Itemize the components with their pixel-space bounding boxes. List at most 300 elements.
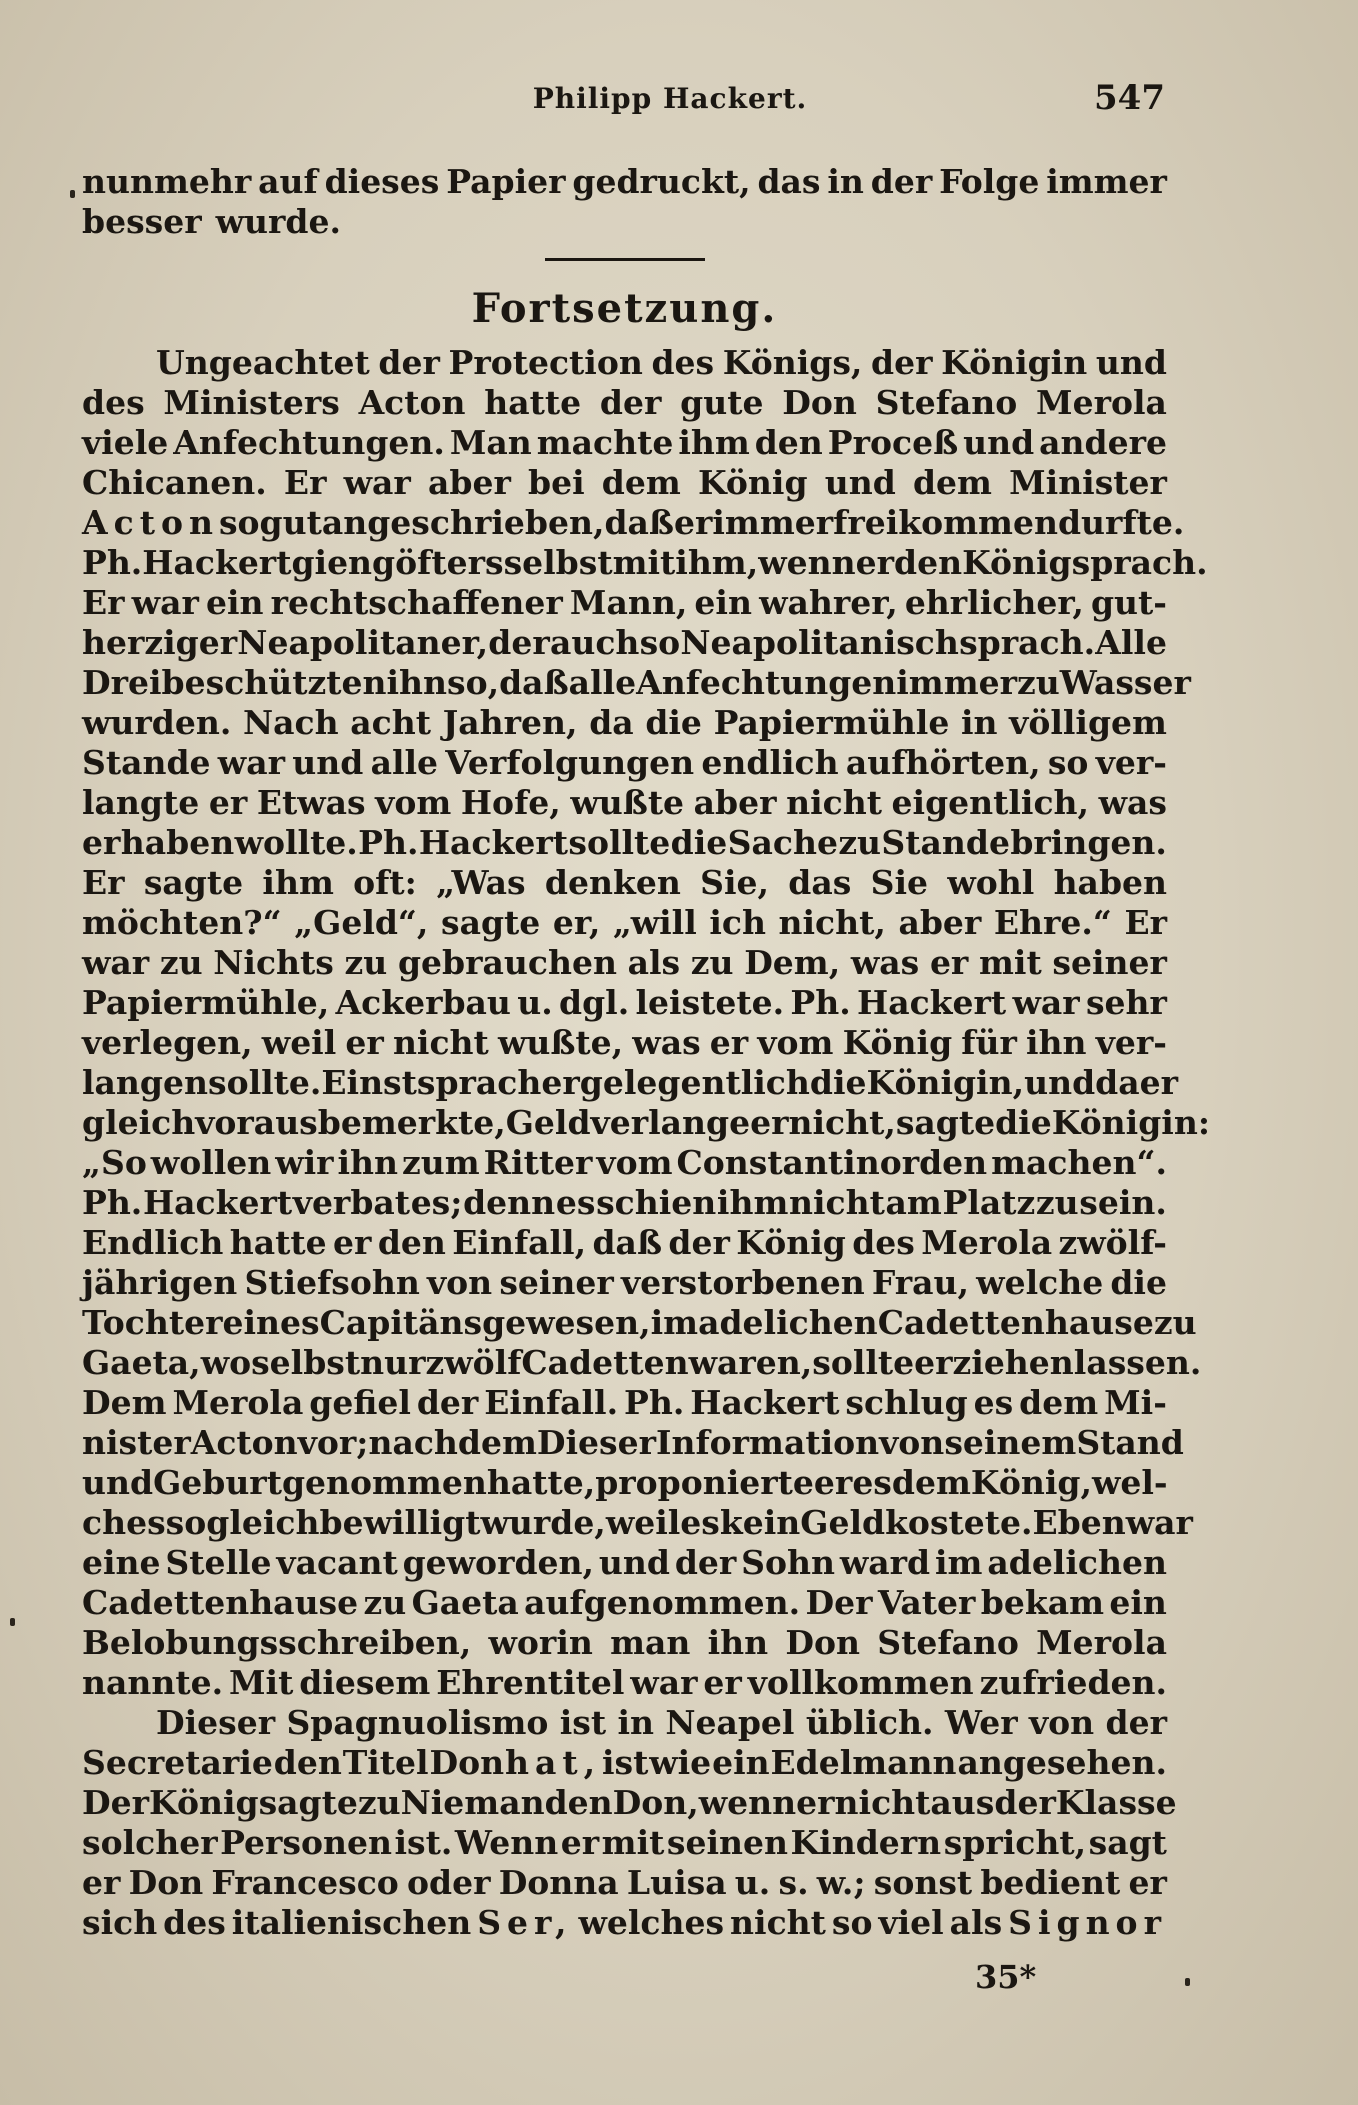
word: besser <box>82 202 202 241</box>
word: u. <box>517 983 553 1022</box>
word: Hackert <box>142 1183 293 1222</box>
word: Donna <box>498 1863 619 1902</box>
word: König <box>842 1023 953 1062</box>
word: „will <box>612 903 697 942</box>
word: immer <box>712 503 834 542</box>
word: er <box>929 943 969 982</box>
text-line <box>82 1583 1167 1623</box>
word: Nach <box>243 703 339 742</box>
word: vom <box>757 1023 834 1062</box>
word: Sie <box>870 863 929 902</box>
word: der <box>378 343 440 382</box>
word: er <box>813 1463 853 1502</box>
word: des <box>163 1903 226 1942</box>
word: zu <box>690 943 734 982</box>
word: hatte <box>484 383 582 422</box>
word: die <box>645 703 702 742</box>
word: der <box>674 1543 737 1582</box>
word: Vater <box>877 1583 976 1622</box>
word: in <box>960 703 998 742</box>
word: war <box>217 743 285 782</box>
word: sein. <box>1079 1183 1167 1222</box>
word: Ehre.“ <box>993 903 1112 942</box>
word: Dieser <box>536 1423 657 1462</box>
word: welche <box>976 1263 1104 1302</box>
word: alle <box>370 743 439 782</box>
word: Chicanen. <box>82 463 267 502</box>
word: verstorbenen <box>620 1263 865 1302</box>
word: vor; <box>297 1423 369 1462</box>
word: er <box>333 1223 372 1262</box>
word: ihm <box>678 423 750 462</box>
word: Ehrentitel <box>436 1663 625 1702</box>
word: ich <box>709 903 766 942</box>
word: die <box>809 1063 867 1102</box>
text-line <box>82 1223 1167 1263</box>
word: Ministers <box>163 383 340 422</box>
word: Alle <box>1095 623 1167 662</box>
word: sehr <box>1085 983 1167 1022</box>
word: war <box>82 943 150 982</box>
word: die <box>995 1103 1052 1142</box>
word: wie <box>649 1743 712 1782</box>
word: zwölf <box>425 1343 522 1382</box>
word: Geburt <box>153 1463 282 1502</box>
word: Man <box>449 423 532 462</box>
word: Don, <box>612 1783 699 1822</box>
word: der <box>994 1783 1056 1822</box>
page-header <box>80 78 1165 122</box>
word: Er <box>1124 903 1167 942</box>
word: sonst <box>873 1863 973 1902</box>
word: da <box>589 703 634 742</box>
word: sprach. <box>1071 543 1208 582</box>
word: von <box>426 1263 493 1302</box>
word: beschützten <box>161 663 387 702</box>
word: den <box>894 543 963 582</box>
word: ein <box>712 1743 770 1782</box>
word: Ritter <box>483 1143 593 1182</box>
word: er <box>82 1863 121 1902</box>
word: Sache <box>727 823 838 862</box>
word: Stande <box>82 743 211 782</box>
word: Stand <box>1076 1423 1184 1462</box>
word: zufrieden. <box>979 1663 1167 1702</box>
word: im <box>650 1303 699 1342</box>
word: von <box>1028 1703 1095 1742</box>
word: er <box>796 1783 835 1822</box>
word: eine <box>82 1543 161 1582</box>
word: Cadettenhause <box>877 1303 1154 1342</box>
text-line <box>82 423 1167 463</box>
word: langen <box>82 1063 208 1102</box>
word: Merola <box>1036 1623 1167 1662</box>
word: da <box>1095 1063 1140 1102</box>
text-line <box>82 1623 1167 1663</box>
word: ist <box>559 1703 607 1742</box>
text-line <box>82 1183 1167 1223</box>
word: Er <box>82 863 125 902</box>
word: bewilligt <box>319 1503 481 1542</box>
word: worin <box>488 1623 593 1662</box>
word: Wasser <box>1059 663 1191 702</box>
word: ches <box>82 1503 166 1542</box>
word: auch <box>549 623 640 662</box>
word: der <box>599 383 662 422</box>
word: vom <box>596 1143 673 1182</box>
section-heading: Fortsetzung. <box>471 285 778 332</box>
word: Information <box>656 1423 880 1462</box>
word: es <box>555 1183 596 1222</box>
word: Frau, <box>871 1263 970 1302</box>
word: ein <box>205 583 264 622</box>
word: Papiermühle, <box>82 983 330 1022</box>
word: Cadetten <box>521 1343 689 1382</box>
word: bei <box>528 463 585 502</box>
section-divider <box>545 258 705 261</box>
word: welches <box>578 1903 725 1942</box>
word: bekam <box>980 1583 1105 1622</box>
word: seinen <box>666 1823 788 1862</box>
word: „Was <box>436 863 526 902</box>
word: vom <box>375 783 452 822</box>
word: ward <box>839 1543 931 1582</box>
word: diesem <box>299 1663 431 1702</box>
word: genommen <box>281 1463 487 1502</box>
text-line <box>82 383 1167 423</box>
word: der <box>488 623 550 662</box>
word: w.; <box>816 1863 866 1902</box>
signature-mark: 35* <box>975 1958 1037 1996</box>
word: ihm, <box>675 543 759 582</box>
word: völligem <box>1009 703 1167 742</box>
word: Jahren, <box>442 703 578 742</box>
word: Königin, <box>866 1063 1025 1102</box>
word: was <box>1098 783 1167 822</box>
word: Anfechtungen <box>636 663 897 702</box>
word: Merola <box>921 1223 1053 1262</box>
word: er <box>673 503 713 542</box>
word: Ackerbau <box>335 983 511 1022</box>
word: Acton <box>82 503 219 542</box>
word: Constantinorden <box>676 1143 988 1182</box>
word: daß <box>499 663 569 702</box>
word: so <box>639 623 681 662</box>
word: ihn <box>1026 1023 1087 1062</box>
word: aber <box>898 903 982 942</box>
word: Klasse <box>1055 1783 1177 1822</box>
word: acht <box>350 703 432 742</box>
word: der <box>1105 1703 1167 1742</box>
word: und <box>1024 1063 1096 1102</box>
word: zwölf- <box>1058 1223 1167 1262</box>
word: man <box>610 1623 691 1662</box>
word: er <box>855 543 894 582</box>
text-line <box>82 1143 1167 1183</box>
text-line <box>82 743 1167 783</box>
word: Francesco <box>211 1863 399 1902</box>
word: immer <box>1046 162 1167 201</box>
word: ver- <box>1095 1023 1167 1062</box>
word: Merola <box>172 1383 304 1422</box>
word: zu <box>357 1783 401 1822</box>
word: Luisa <box>626 1863 727 1902</box>
word: zu <box>1153 1303 1197 1342</box>
word: angeschrieben, <box>321 503 605 542</box>
word: ein <box>694 583 752 622</box>
word: Mit <box>229 1663 294 1702</box>
word: Ph. <box>82 543 143 582</box>
word: wurde. <box>215 202 341 241</box>
word: gelegentlich <box>579 1063 810 1102</box>
word: König <box>697 463 808 502</box>
word: weil <box>261 1023 337 1062</box>
word: woselbst <box>200 1343 361 1382</box>
word: Don <box>785 1623 861 1662</box>
word: Platz <box>942 1183 1036 1222</box>
word: bedient <box>980 1863 1121 1902</box>
word: und <box>598 1543 670 1582</box>
word: seiner <box>1052 943 1167 982</box>
word: wahrer, <box>759 583 898 622</box>
word: Königs, <box>722 343 863 382</box>
word: nicht <box>834 1783 931 1822</box>
word: dem <box>601 463 681 502</box>
word: vacant <box>276 1543 398 1582</box>
word: Gaeta, <box>82 1343 201 1382</box>
word: Titel <box>342 1743 429 1782</box>
word: wurde, <box>480 1503 606 1542</box>
word: Hofe, <box>460 783 561 822</box>
word: ihn <box>386 663 448 702</box>
word: sagte <box>895 1103 996 1142</box>
word: Ser, <box>477 1903 573 1942</box>
margin-mark <box>70 190 75 198</box>
text-line <box>82 1503 1193 1543</box>
word: wohl <box>947 863 1035 902</box>
word: Stefano <box>877 1623 1019 1662</box>
word: so <box>1047 743 1089 782</box>
word: König <box>149 1783 259 1822</box>
word: Drei <box>82 663 162 702</box>
word: immer <box>896 663 1018 702</box>
word: war <box>131 583 199 622</box>
word: Neapolitanisch <box>680 623 959 662</box>
word: Der <box>805 1583 873 1622</box>
word: kostete. <box>885 1503 1033 1542</box>
word: Tochter <box>82 1303 223 1342</box>
word: seinem <box>944 1423 1077 1462</box>
word: von <box>879 1423 945 1462</box>
word: den <box>273 1743 342 1782</box>
word: ihn <box>707 1623 769 1662</box>
word: weil <box>605 1503 681 1542</box>
word: für <box>961 1023 1017 1062</box>
word: Er <box>82 583 125 622</box>
word: möchten?“ <box>82 903 282 942</box>
word: hatte, <box>486 1463 596 1502</box>
word: Anfechtungen. <box>173 423 445 462</box>
word: er <box>560 1823 600 1862</box>
text-line <box>82 162 1167 202</box>
word: Don <box>782 383 857 422</box>
word: endlich <box>701 743 839 782</box>
margin-mark <box>1185 1978 1190 1986</box>
text-line <box>82 1863 1167 1903</box>
word: Secretarie <box>82 1743 273 1782</box>
word: mit <box>601 1823 665 1862</box>
word: Stelle <box>165 1543 272 1582</box>
word: kommen <box>898 503 1058 542</box>
word: Einfall. <box>484 1383 619 1422</box>
text-line <box>82 1823 1167 1863</box>
word: Ungeachtet <box>156 343 370 382</box>
word: zu <box>363 1583 407 1622</box>
word: kein <box>719 1503 801 1542</box>
word: machte <box>536 423 674 462</box>
word: die <box>670 823 728 862</box>
word: zu <box>838 823 882 862</box>
word: der <box>416 1383 479 1422</box>
body-text <box>82 162 1210 1943</box>
word: als <box>949 1903 1003 1942</box>
word: Hackert <box>690 1383 840 1422</box>
word: nicht <box>730 1903 826 1942</box>
word: dem <box>891 1463 971 1502</box>
word: gute <box>680 383 764 422</box>
word: König, <box>970 1463 1092 1502</box>
word: Königin <box>941 343 1088 382</box>
word: der <box>870 162 933 201</box>
word: nicht <box>786 783 882 822</box>
word: solcher <box>82 1823 218 1862</box>
word: Edelmann <box>770 1743 957 1782</box>
word: haben <box>1053 863 1167 902</box>
word: wußte <box>570 783 685 822</box>
word: gieng <box>291 543 396 582</box>
word: Personen <box>220 1823 392 1862</box>
word: und <box>292 743 364 782</box>
word: zum <box>402 1143 480 1182</box>
word: er <box>1139 1063 1178 1102</box>
word: Nichts <box>213 943 334 982</box>
word: alle <box>568 663 637 702</box>
word: nister <box>82 1423 191 1462</box>
word: wel- <box>1091 1463 1168 1502</box>
word: waren, <box>688 1343 813 1382</box>
word: aber <box>693 783 777 822</box>
word: er <box>709 1023 749 1062</box>
text-line <box>82 1023 1167 1063</box>
word: adelichen <box>698 1303 878 1342</box>
word: er <box>208 783 248 822</box>
word: Cadettenhause <box>82 1583 359 1622</box>
text-line <box>82 1343 1202 1383</box>
word: und <box>1095 343 1167 382</box>
word: Sie, <box>700 863 769 902</box>
word: Er <box>283 463 327 502</box>
word: zu <box>1017 663 1060 702</box>
word: war <box>1125 1503 1193 1542</box>
word: erziehen <box>914 1343 1074 1382</box>
word: Mann, <box>569 583 688 622</box>
word: Proceß <box>827 423 959 462</box>
word: Spagnuolismo <box>286 1703 549 1742</box>
word: ist. <box>394 1823 453 1862</box>
text-line <box>82 343 1167 383</box>
word: er <box>82 823 121 862</box>
word: den <box>754 423 823 462</box>
word: sagt <box>1088 1823 1167 1862</box>
text-line <box>82 1103 1210 1143</box>
word: oft: <box>353 863 417 902</box>
word: Mi- <box>1104 1383 1167 1422</box>
word: ihn <box>337 1143 399 1182</box>
word: mit <box>612 543 676 582</box>
word: Stande <box>881 823 1010 862</box>
word: Stefano <box>875 383 1018 422</box>
word: durfte. <box>1057 503 1185 542</box>
word: Kindern <box>790 1823 942 1862</box>
word: nicht, <box>788 1103 896 1142</box>
word: s. <box>778 1863 809 1902</box>
word: u. <box>734 1863 771 1902</box>
word: andere <box>1039 423 1167 462</box>
word: nannte. <box>82 1663 224 1702</box>
word: selbst <box>503 543 613 582</box>
text-line <box>82 1463 1167 1503</box>
word: adelichen <box>987 1543 1167 1582</box>
word: des <box>82 383 145 422</box>
word: „So <box>82 1143 147 1182</box>
word: oder <box>407 1863 491 1902</box>
page-number: 547 <box>1094 78 1165 118</box>
word: ihm <box>262 863 334 902</box>
word: sagte <box>258 1783 358 1822</box>
word: viel <box>878 1903 944 1942</box>
word: es <box>852 1463 892 1502</box>
word: König <box>736 1223 846 1262</box>
word: des <box>651 343 715 382</box>
word: des <box>852 1223 915 1262</box>
text-line <box>82 1903 1167 1943</box>
word: Der <box>82 1783 149 1822</box>
word: machen“. <box>991 1143 1167 1182</box>
word: vollkommen <box>747 1663 974 1702</box>
word: Niemanden <box>400 1783 613 1822</box>
word: das <box>788 863 852 902</box>
word: Königin: <box>1051 1103 1210 1142</box>
word: dem <box>912 463 992 502</box>
word: am <box>885 1183 942 1222</box>
word: sollte <box>812 1343 915 1382</box>
text-line <box>82 623 1167 663</box>
word: als <box>627 943 681 982</box>
word: Ph. <box>358 823 419 862</box>
word: rechtschaffener <box>270 583 563 622</box>
text-line <box>82 1543 1167 1583</box>
word: in <box>827 162 864 201</box>
text-line <box>82 463 1167 503</box>
text-line <box>82 1703 1167 1743</box>
word: sollte. <box>207 1063 322 1102</box>
word: voraus <box>195 1103 318 1142</box>
word: viele <box>82 423 169 462</box>
word: verlange <box>590 1103 751 1142</box>
word: nicht <box>789 1183 885 1222</box>
word: bringen. <box>1010 823 1167 862</box>
word: er <box>750 1103 789 1142</box>
